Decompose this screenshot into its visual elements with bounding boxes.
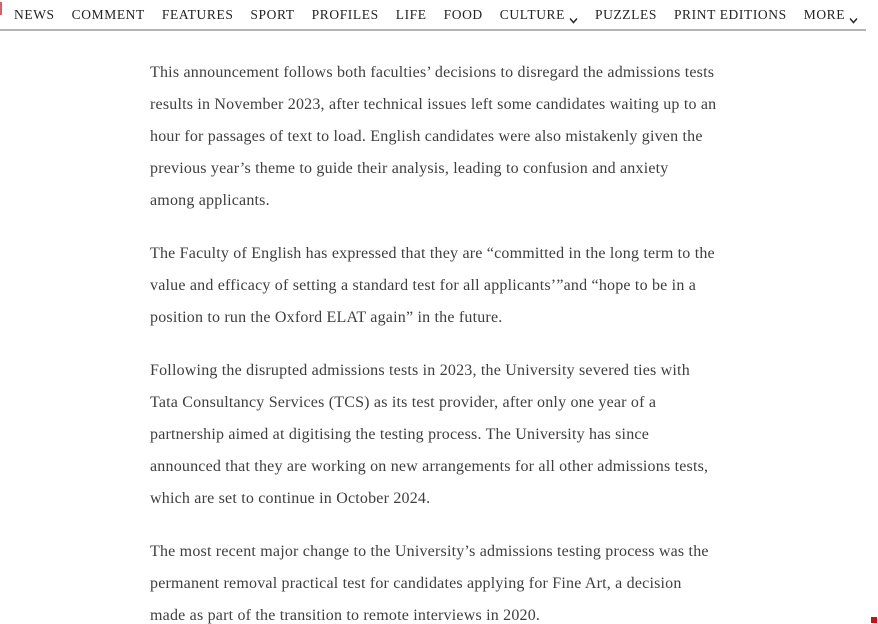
nav-item-comment[interactable]: COMMENT xyxy=(71,6,145,22)
article-paragraph: The most recent major change to the University’s admissions testing process was the permanent removal practical test for candidates applying for Fine Art, a decision made as part of the transition to remote interviews in 2020. xyxy=(150,543,709,624)
article-body xyxy=(0,31,878,624)
top-nav-bar xyxy=(0,0,878,29)
nav-item-culture-label: CULTURE xyxy=(499,6,565,22)
nav-item-print-editions[interactable]: PRINT EDITIONS xyxy=(673,6,787,22)
article-paragraph: This announcement follows both faculties’ decisions to disregard the admissions tests results in November 2023, after technical issues left some candidates waiting up to an hour for passages of text to load. English candidates were also mistakenly given the previous year’s theme to guide their analysis, leading to confusion and anxiety among applicants. xyxy=(150,64,717,209)
nav-item-features[interactable]: FEATURES xyxy=(161,6,234,22)
chevron-down-icon xyxy=(849,12,858,19)
nav-item-profiles[interactable]: PROFILES xyxy=(311,6,379,22)
article-paragraph: Following the disrupted admissions tests in 2023, the University severed ties with Tata Consultancy Services (TCS) as its test provider, after only one year of a partnership aimed at digitising the testing process. The University has since announced that they are working on new arrangements for all other admissions tests, which are set to continue in October 2024. xyxy=(150,362,709,507)
nav-item-more-label: MORE xyxy=(803,6,846,22)
article-paragraph: The Faculty of English has expressed that they are “committed in the long term to the value and efficacy of setting a standard test for all applicants’”and “hope to be in a position to run the Oxford ELAT again” in the future. xyxy=(150,245,715,326)
nav-item-life[interactable]: LIFE xyxy=(395,6,427,22)
nav-item-food[interactable]: FOOD xyxy=(443,6,483,22)
nav-item-puzzles[interactable]: PUZZLES xyxy=(595,6,657,22)
nav-item-sport[interactable]: SPORT xyxy=(250,6,295,22)
nav-item-culture[interactable] xyxy=(500,7,578,23)
nav-item-news[interactable]: NEWS xyxy=(14,6,55,22)
red-capture-artifact-corner xyxy=(871,617,877,623)
chevron-down-icon xyxy=(569,12,578,19)
red-capture-artifact-left xyxy=(0,2,2,15)
nav-item-more[interactable] xyxy=(804,7,858,23)
